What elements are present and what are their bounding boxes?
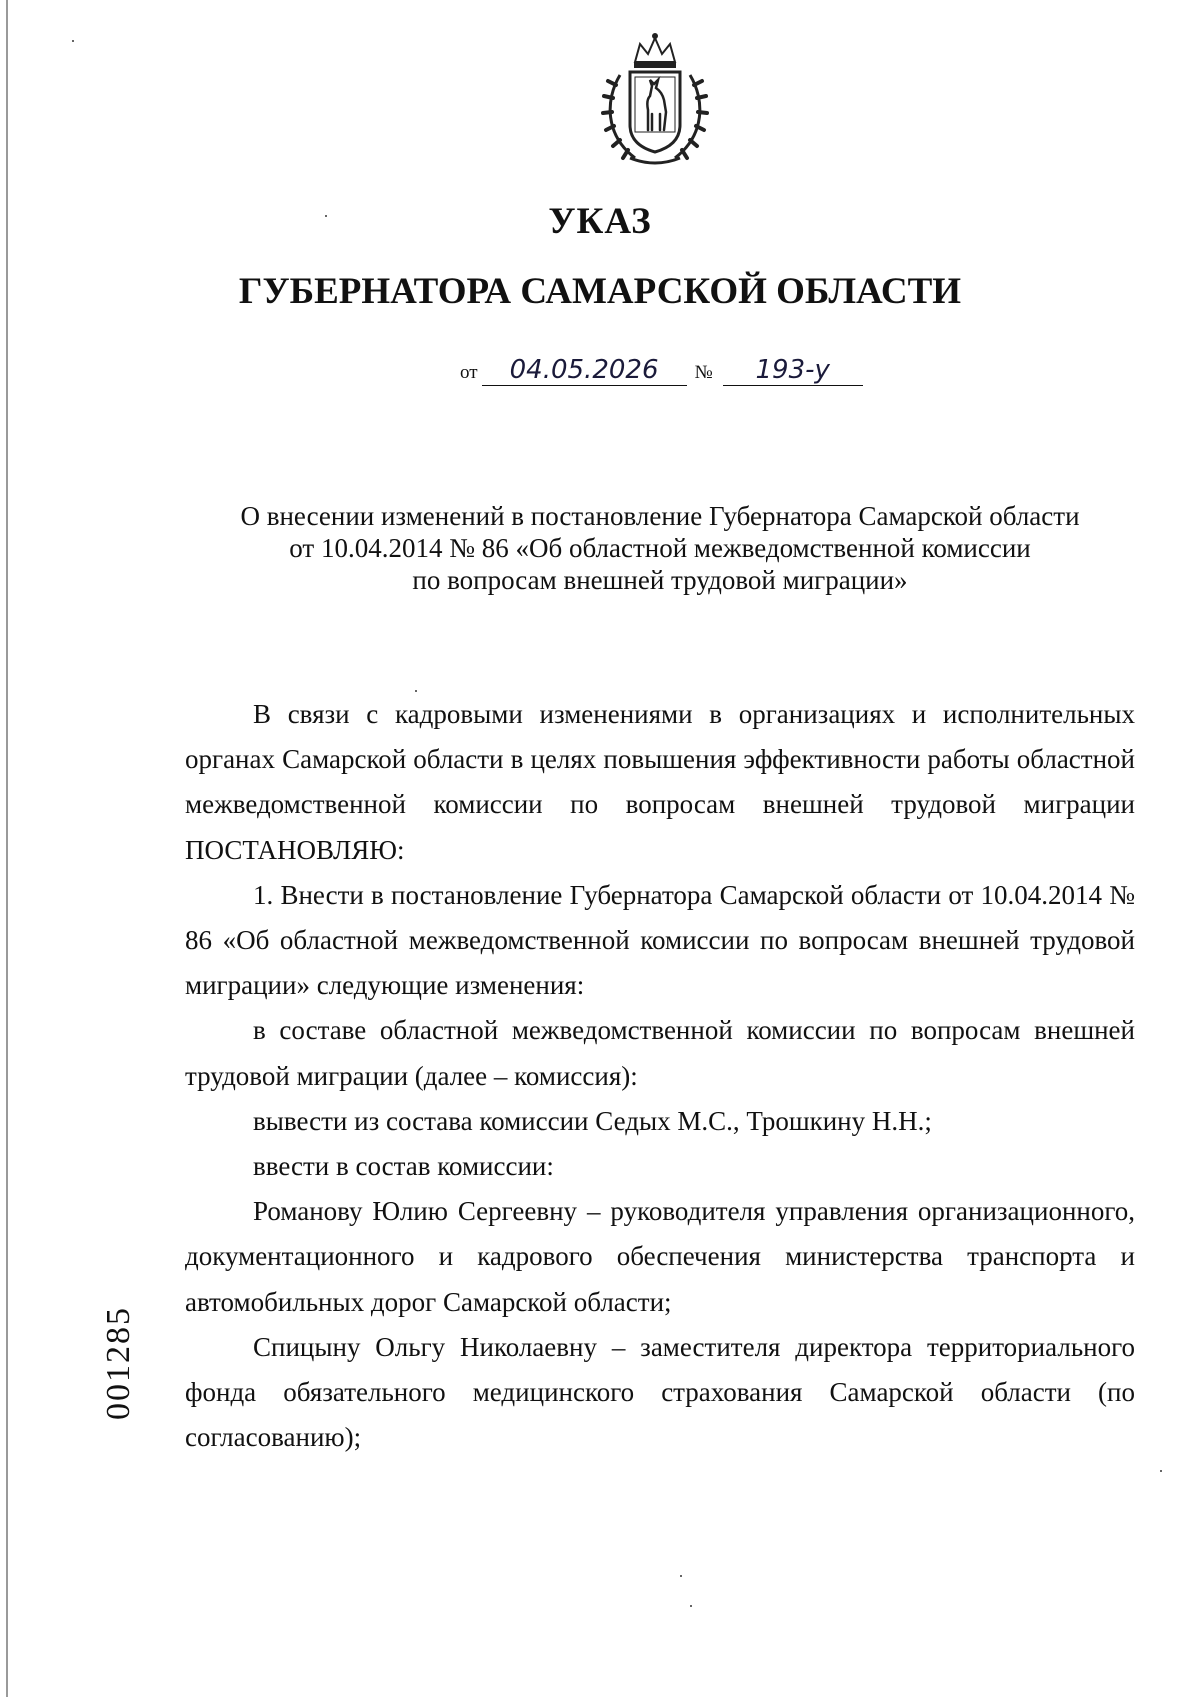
- scan-speck: [325, 215, 327, 217]
- scan-speck: [690, 1605, 692, 1607]
- body-paragraph: ввести в состав комиссии:: [253, 1151, 554, 1182]
- number-prefix: №: [694, 362, 713, 383]
- subject-line: от 10.04.2014 № 86 «Об областной межведомственной комиссии: [289, 533, 1031, 563]
- handwritten-number: 193-у: [723, 355, 863, 386]
- registration-number: 001285: [100, 1306, 137, 1420]
- decree-body: [185, 692, 1135, 1460]
- scan-speck: [1160, 1470, 1162, 1472]
- subject-line: по вопросам внешней трудовой миграции»: [412, 565, 908, 595]
- handwritten-date: 04.05.2026: [482, 355, 687, 386]
- scan-speck: [72, 40, 74, 42]
- scan-speck: [415, 690, 417, 692]
- body-paragraph: в составе областной межведомственной комиссии по вопросам внешней трудовой миграции (далее – комиссия):: [185, 1015, 1135, 1091]
- body-paragraph: вывести из состава комиссии Седых М.С., Трошкину Н.Н.;: [253, 1105, 932, 1136]
- issuer-title: ГУБЕРНАТОРА САМАРСКОЙ ОБЛАСТИ: [238, 271, 962, 312]
- subject-line: О внесении изменений в постановление Губернатора Самарской области: [240, 501, 1080, 531]
- body-paragraph: Романову Юлию Сергеевну – руководителя управления организационного, документационного и кадрового обеспечения министерства транспорта и автомобильных дорог Самарской области;: [185, 1196, 1135, 1317]
- decree-subject: [130, 500, 1190, 596]
- body-paragraph: Спицыну Ольгу Николаевну – заместителя директора территориального фонда обязательного медицинского страхования Самарской области (по согласованию);: [185, 1331, 1135, 1453]
- body-paragraph: 1. Внести в постановление Губернатора Самарской области от 10.04.2014 № 86 «Об областной межведомственной комиссии по вопросам внешней трудовой миграции» следующие изменения:: [185, 879, 1135, 1001]
- scan-speck: [680, 1575, 682, 1577]
- date-number-line: [460, 355, 863, 386]
- samara-coat-of-arms-icon: [590, 30, 720, 170]
- decree-title: УКАЗ: [548, 201, 652, 242]
- date-prefix: от: [460, 362, 478, 383]
- body-paragraph: В связи с кадровыми изменениями в организациях и исполнительных органах Самарской области в целях повышения эффективности работы областной межведомственной комиссии по вопросам внешней трудовой миграции ПОСТАНОВЛЯЮ:: [185, 699, 1135, 865]
- scan-edge-line: [6, 0, 8, 1697]
